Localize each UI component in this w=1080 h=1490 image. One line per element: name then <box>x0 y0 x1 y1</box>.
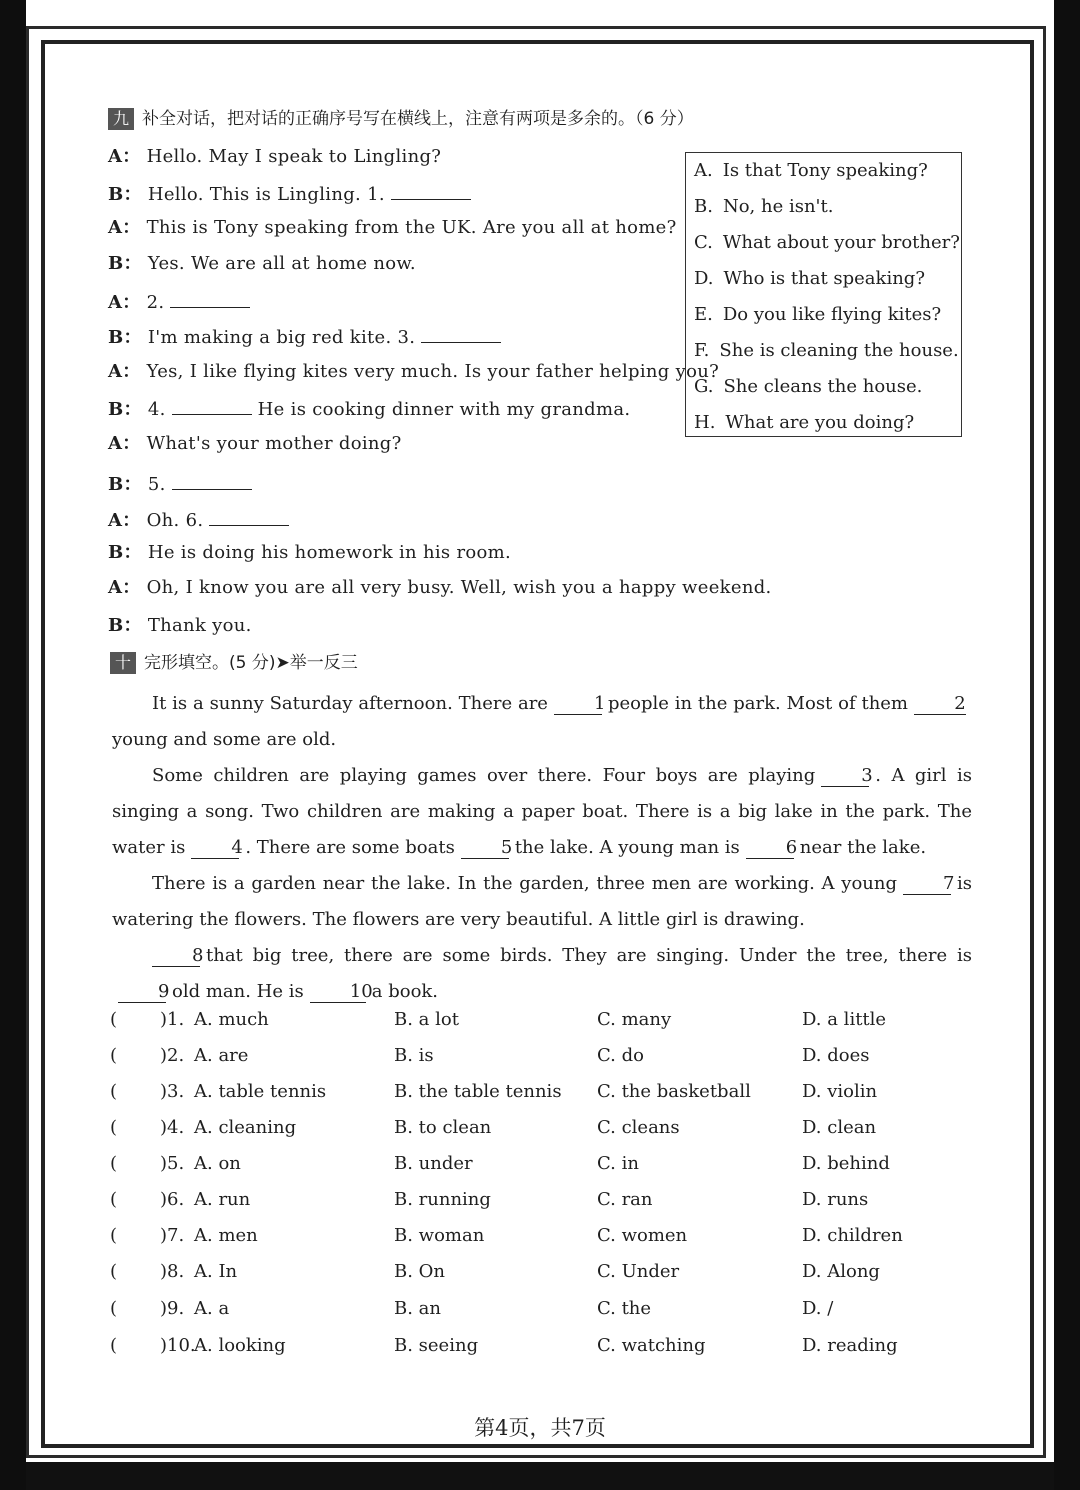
left-dark-edge <box>0 0 26 1490</box>
dialogue-line: A： This is Tony speaking from the UK. Are you all at home? <box>108 217 677 238</box>
dialogue-line: B： I'm making a big red kite. 3. <box>108 324 501 350</box>
cloze-paragraph-4: 8 that big tree, there are some birds. They are singing. Under the tree, there is9 old man. He is 10a book. <box>112 938 972 1010</box>
cloze-paragraph-1: It is a sunny Saturday afternoon. There are 1 people in the park. Most of them 2 young and some are old. <box>112 693 966 750</box>
option-a: A. Is that Tony speaking? <box>694 160 928 181</box>
question-row: ( )7. A. men B. woman C. women D. children <box>110 1225 903 1246</box>
cloze-blank-5[interactable]: 5 <box>461 838 509 859</box>
section-9-badge: 九 <box>108 108 134 130</box>
dialogue-line: B： Hello. This is Lingling. 1. <box>108 181 471 207</box>
question-row: ( )1. A. much B. a lot C. many D. a little <box>110 1009 887 1030</box>
cloze-blank-10[interactable]: 10 <box>310 982 366 1003</box>
section-9-title: 补全对话，把对话的正确序号写在横线上，注意有两项是多余的。（6 分） <box>142 109 694 129</box>
cloze-blank-6[interactable]: 6 <box>746 838 794 859</box>
dialogue-line: A： Hello. May I speak to Lingling? <box>108 146 442 167</box>
section-10-badge: 十 <box>110 652 136 674</box>
option-g: G. She cleans the house. <box>694 376 923 397</box>
question-row: ( )10. A. looking B. seeing C. watching D. reading <box>110 1335 898 1356</box>
question-row: ( )5. A. on B. under C. in D. behind <box>110 1153 890 1174</box>
option-f: F. She is cleaning the house. <box>694 340 959 361</box>
cloze-blank-7[interactable]: 7 <box>903 874 951 895</box>
question-row: ( )8. A. In B. On C. Under D. Along <box>110 1261 880 1282</box>
page-number: 第4页，共7页 <box>474 1416 606 1440</box>
question-row: ( )3. A. table tennis B. the table tennis C. the basketball D. violin <box>110 1081 878 1102</box>
cloze-passage <box>112 686 972 1010</box>
dialogue-line: B： Yes. We are all at home now. <box>108 253 416 274</box>
option-d: D. Who is that speaking? <box>694 268 925 289</box>
answer-blank-1[interactable] <box>391 181 471 200</box>
right-dark-edge <box>1054 0 1080 1490</box>
bottom-dark-edge <box>26 1462 1054 1490</box>
question-row: ( )9. A. a B. an C. the D. / <box>110 1298 834 1319</box>
cloze-blank-2[interactable]: 2 <box>914 694 966 715</box>
question-row: ( )2. A. are B. is C. do D. does <box>110 1045 870 1066</box>
answer-blank-5[interactable] <box>172 471 252 490</box>
section-10-header <box>110 651 358 675</box>
dialogue-line: B： Thank you. <box>108 615 252 636</box>
answer-blank-2[interactable] <box>170 289 250 308</box>
answer-blank-3[interactable] <box>421 324 501 343</box>
cloze-paragraph-3: There is a garden near the lake. In the garden, three men are working. A young 7 is watering the flowers. The flowers are very beautiful. A little girl is drawing. <box>112 873 972 930</box>
dialogue-line: B： 5. <box>108 471 252 497</box>
option-h: H. What are you doing? <box>694 412 915 433</box>
options-box <box>685 152 962 437</box>
cloze-blank-1[interactable]: 1 <box>554 694 602 715</box>
option-b: B. No, he isn't. <box>694 196 834 217</box>
dialogue-line: A： 2. <box>108 289 250 315</box>
answer-blank-4[interactable] <box>172 396 252 415</box>
dialogue-line: A： What's your mother doing? <box>108 433 402 454</box>
option-c: C. What about your brother? <box>694 232 960 253</box>
cloze-paragraph-2: Some children are playing games over there. Four boys are playing 3 . A girl is singing a song. Two children are making a paper boat. There is a big lake in the park. The water is 4 . There are some boats 5 the lake. A young man is 6 near the lake. <box>112 765 972 858</box>
question-row: ( )4. A. cleaning B. to clean C. cleans D. clean <box>110 1117 877 1138</box>
cloze-blank-9[interactable]: 9 <box>118 982 166 1003</box>
section-9-header <box>108 107 694 131</box>
question-row: ( )6. A. run B. running C. ran D. runs <box>110 1189 869 1210</box>
cloze-blank-4[interactable]: 4 <box>191 838 239 859</box>
dialogue-line: A： Oh, I know you are all very busy. Well, wish you a happy weekend. <box>108 577 772 598</box>
cloze-blank-8[interactable]: 8 <box>152 946 200 967</box>
section-10-title: 完形填空。(5 分)➤举一反三 <box>144 653 358 673</box>
option-e: E. Do you like flying kites? <box>694 304 942 325</box>
dialogue-line: B： He is doing his homework in his room. <box>108 542 512 563</box>
dialogue-line: A： Yes, I like flying kites very much. Is your father helping you? <box>108 361 720 382</box>
dialogue-line: A： Oh. 6. <box>108 507 289 533</box>
cloze-blank-3[interactable]: 3 <box>821 766 869 787</box>
dialogue-line: B： 4. He is cooking dinner with my grandma. <box>108 396 630 422</box>
answer-blank-6[interactable] <box>209 507 289 526</box>
